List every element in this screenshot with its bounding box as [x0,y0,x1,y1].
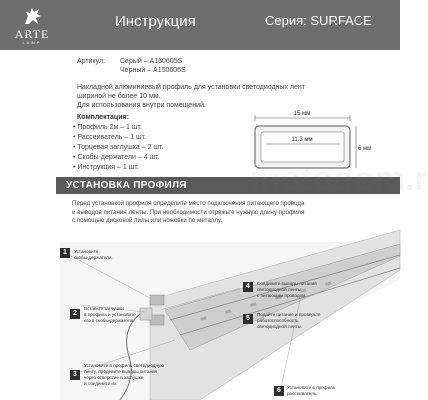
step-number-1: 1 [60,248,70,258]
intro-line: с помощью дисковой пилы или ножовки по металлу. [72,217,223,224]
kit-item: • Торцевая заглушка – 2 шт. [73,144,164,151]
kit-title: Комплектация: [77,114,129,121]
intro-text [72,200,372,226]
series-heading [265,13,372,28]
step-text-1 [74,249,113,261]
step-number-3: 3 [70,370,80,380]
article-black: Черный – A150606S [120,67,186,74]
kit-item: • Профиль 2м – 1 шт. [73,124,142,131]
bracket [150,295,164,305]
step-line: светодиодной ленты [257,287,302,292]
step-line: Вставьте заглушки [84,306,124,311]
page-title: Инструкция [115,13,196,30]
section-title: УСТАНОВКА ПРОФИЛЯ [66,180,187,191]
product-description [77,83,337,110]
intro-line: Перед установкой профиля определите место подключения питающего провода [72,200,305,207]
step-line: ленту, продевите выводы питания [84,369,158,374]
installation-illustration [0,240,400,400]
step-line: Соедините выводы питания [257,281,317,286]
brand-subtitle: LAMP [22,40,42,45]
step-text-6 [287,385,335,397]
series-name: SURFACE [310,13,372,28]
kit-item: • Инструкция – 1 шт. [73,164,139,171]
step-line: с питающим проводом. [257,293,307,298]
step-line: работоспособность [257,318,299,323]
step-line: его в скобы-держатели. [84,318,135,323]
end-cap [140,308,152,320]
width-label: 15 мм [293,111,311,117]
inner-label: 11.3 мм [291,137,313,143]
step-text-4 [257,281,317,299]
brand-name: ARTE [14,27,50,41]
step-line: Установите [74,249,99,254]
step-line: Подайте питание и проверьте [257,312,321,317]
step-line: Установите в профиль светодиодную [84,363,164,368]
description-line: Накладной алюминиевый профиль для установки светодиодных лент [77,84,305,91]
step-text-2 [84,306,136,324]
description-line: Для использования внутри помещений. [77,102,206,109]
step-number-6: 6 [274,386,284,396]
step-line: светодиодной ленты. [257,324,303,329]
step-number-4: 4 [243,282,253,292]
brand-logo [8,6,56,46]
step-text-5 [257,312,321,330]
intro-line: и выводов питания ленты. При необходимости отрежьте нужную длину профиля [72,208,305,216]
step-line: через отверстие в заглушке [84,375,144,380]
step-number-5: 5 [243,314,253,324]
step-line: Установите в профиль [287,385,336,390]
article-grey: Серый – A150605S [120,58,183,65]
step-line: рассеиватель. [287,391,318,396]
header-bar [0,0,400,50]
series-label: Серия: [265,13,307,28]
description-line: шириной не более 10 мм. [77,93,161,100]
step-text-3 [84,363,164,387]
griffin-logo-icon [22,6,44,26]
kit-item: • Скобы-держатели – 4 шт. [73,154,160,161]
profile-cross-section [250,108,375,178]
step-line: в профиль и установите [84,312,136,317]
step-line: и соедините их. [84,381,118,386]
step-line: скобы-держатели. [74,255,113,260]
height-label: 6 мм [358,146,372,152]
article-label: Артикул: [77,58,106,65]
step-number-2: 2 [70,309,80,319]
kit-list [73,123,163,173]
kit-item: • Рассеиватель – 1 шт. [73,134,147,141]
